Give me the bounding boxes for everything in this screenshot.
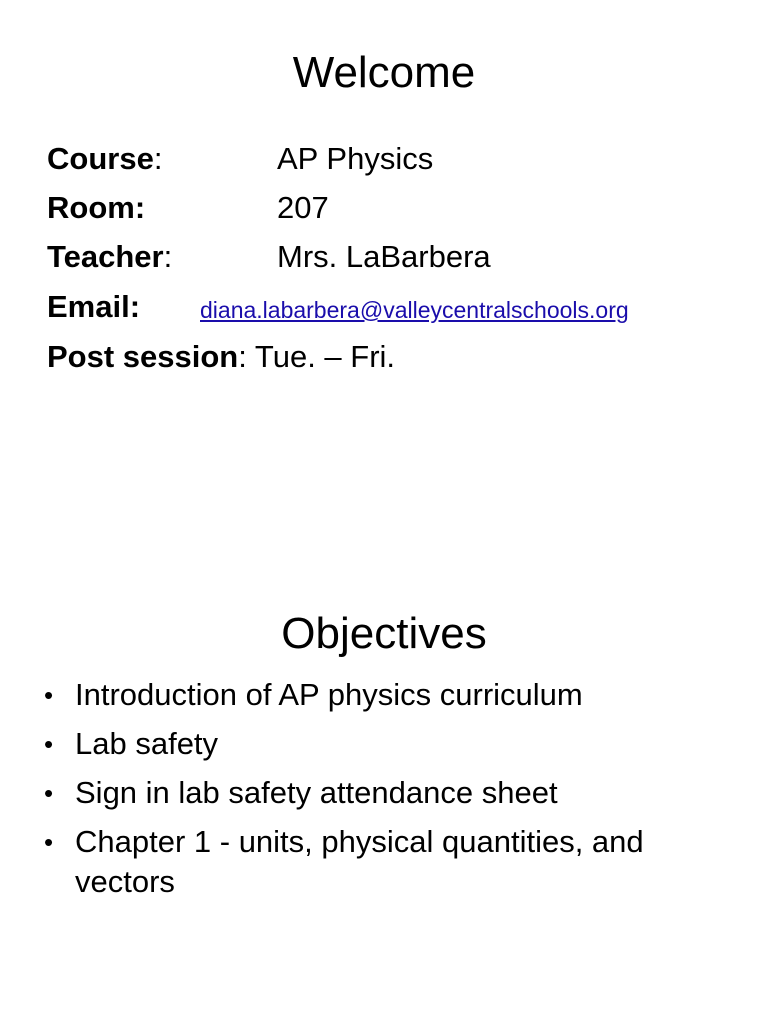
- course-value: AP Physics: [277, 141, 434, 176]
- objective-item: [0, 724, 768, 764]
- objective-text: Sign in lab safety attendance sheet: [75, 775, 558, 810]
- objectives-list: [0, 675, 768, 911]
- objective-item: [0, 675, 768, 715]
- objective-text: Lab safety: [75, 726, 219, 761]
- teacher-row: [47, 238, 491, 276]
- objective-text: Chapter 1 - units, physical quantities, and vectors: [75, 824, 644, 899]
- welcome-title: Welcome: [292, 48, 476, 97]
- room-label: Room:: [47, 190, 146, 225]
- post-session-label: Post session:: [47, 339, 247, 374]
- room-value: 207: [277, 190, 329, 225]
- bullet-icon: •: [44, 827, 54, 857]
- bullet-icon: •: [44, 680, 54, 710]
- bullet-icon: •: [44, 778, 54, 808]
- room-row: [47, 189, 329, 227]
- course-label: Course:: [47, 141, 163, 176]
- teacher-value: Mrs. LaBarbera: [277, 239, 491, 274]
- objectives-slide: [0, 512, 768, 1024]
- email-label: Email:: [47, 289, 141, 324]
- email-row: [47, 288, 629, 326]
- email-link[interactable]: diana.labarbera@valleycentralschools.org: [200, 297, 629, 323]
- objective-item: [0, 822, 768, 902]
- course-row: [47, 140, 434, 178]
- post-session-value: Tue. – Fri.: [246, 339, 396, 374]
- teacher-label: Teacher:: [47, 239, 173, 274]
- post-session-row: [47, 338, 395, 376]
- objective-item: [0, 773, 768, 813]
- objective-text: Introduction of AP physics curriculum: [75, 677, 583, 712]
- bullet-icon: •: [44, 729, 54, 759]
- objectives-title: Objectives: [281, 609, 487, 658]
